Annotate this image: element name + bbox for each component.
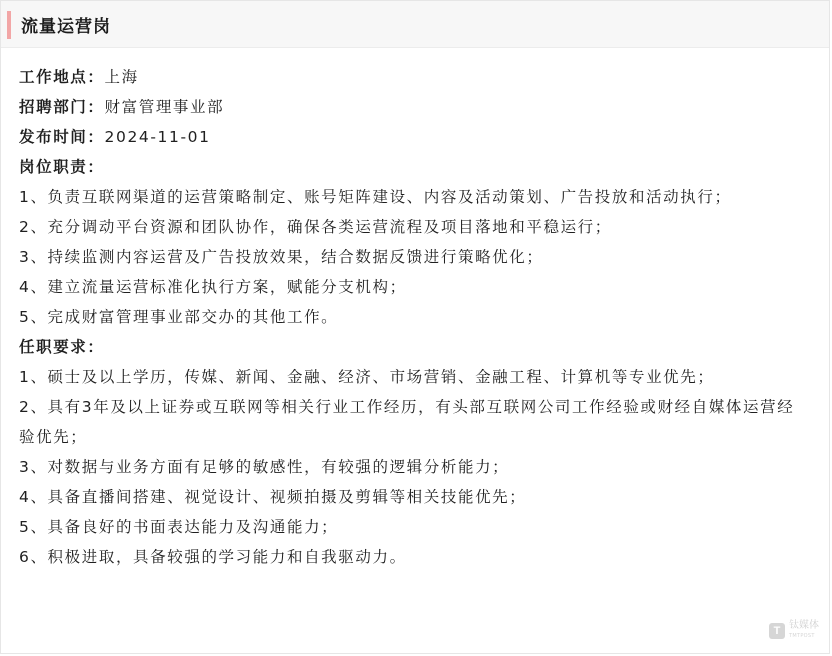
job-title: 流量运营岗 [21,16,111,37]
requirement-item: 3、对数据与业务方面有足够的敏感性，有较强的逻辑分析能力； [19,458,510,476]
location-label: 工作地点： [19,68,105,86]
duties-heading: 岗位职责： [19,158,105,176]
job-content [1,48,829,572]
header-accent-bar [7,11,11,39]
requirement-item: 4、具备直播间搭建、视觉设计、视频拍摄及剪辑等相关技能优先； [19,488,527,506]
department-value: 财富管理事业部 [104,98,225,116]
watermark-en: TMTPOST [789,633,815,639]
department-label: 招聘部门： [19,98,105,116]
date-row [19,122,811,152]
duty-item: 3、持续监测内容运营及广告投放效果，结合数据反馈进行策略优化； [19,248,544,266]
date-label: 发布时间： [19,128,105,146]
duty-item: 2、充分调动平台资源和团队协作，确保各类运营流程及项目落地和平稳运行； [19,218,612,236]
duty-item: 4、建立流量运营标准化执行方案，赋能分支机构； [19,278,407,296]
requirement-item: 5、具备良好的书面表达能力及沟通能力； [19,518,339,536]
requirement-item: 2、具有3年及以上证券或互联网等相关行业工作经历，有头部互联网公司工作经验或财经自媒体运营经验优先； [19,398,795,446]
location-row [19,62,811,92]
location-value: 上海 [104,68,139,86]
duty-item: 1、负责互联网渠道的运营策略制定、账号矩阵建设、内容及活动策划、广告投放和活动执行； [19,188,732,206]
tmtpost-logo-icon: T [769,623,785,639]
department-row [19,92,811,122]
requirement-item: 6、积极进取，具备较强的学习能力和自我驱动力。 [19,548,407,566]
requirements-heading: 任职要求： [19,338,105,356]
job-header [1,1,829,48]
date-value: 2024-11-01 [104,128,211,146]
watermark-text [789,621,819,641]
tmtpost-watermark [769,621,819,641]
watermark-cn: 钛媒体 [789,620,819,631]
duty-item: 5、完成财富管理事业部交办的其他工作。 [19,308,339,326]
requirement-item: 1、硕士及以上学历，传媒、新闻、金融、经济、市场营销、金融工程、计算机等专业优先； [19,368,715,386]
